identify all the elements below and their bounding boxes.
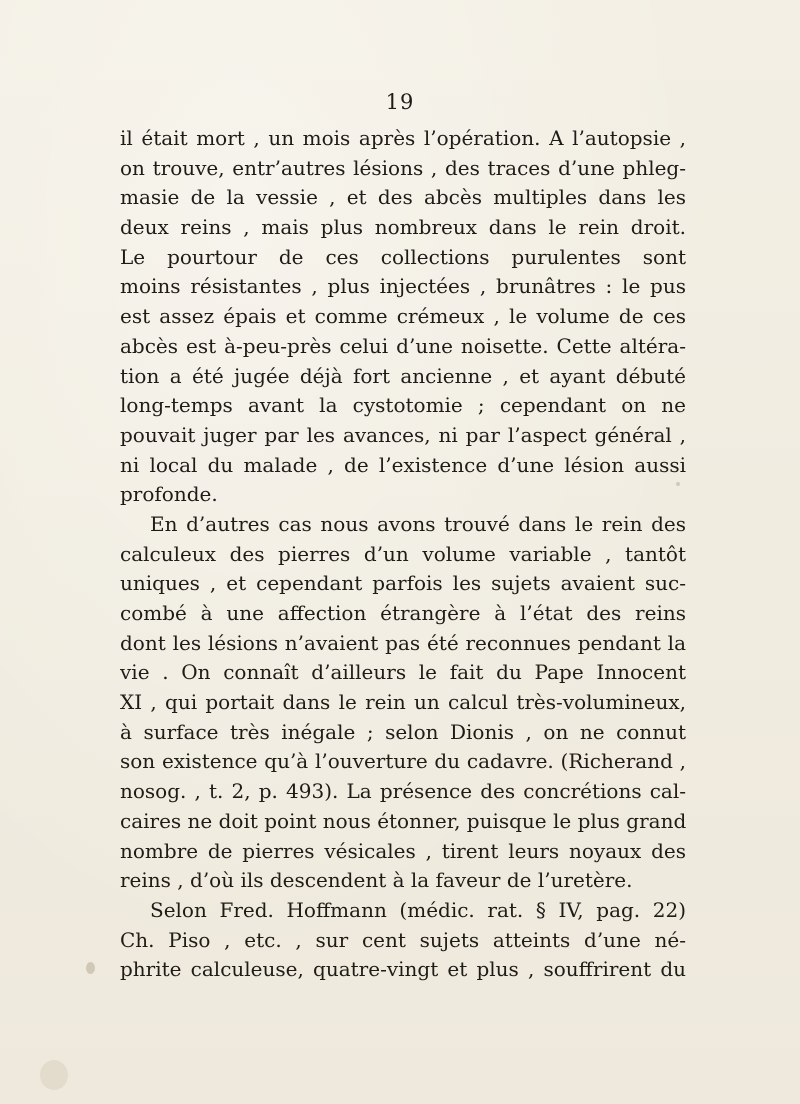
text-line: pouvait juger par les avances, ni par l’aspect général , bbox=[120, 422, 686, 447]
text-line: phrite calculeuse, quatre-vingt et plus , souffrirent du bbox=[120, 957, 686, 982]
text-line: calculeux des pierres d’un volume variable , tantôt bbox=[120, 541, 686, 566]
text-line: deux reins , mais plus nombreux dans le rein droit. bbox=[120, 215, 686, 240]
text-line: son existence qu’à l’ouverture du cadavre. (Richerand , bbox=[120, 749, 686, 774]
text-line: combé à une affection étrangère à l’état des reins bbox=[120, 601, 686, 625]
text-line: masie de la vessie , et des abcès multiples dans les bbox=[120, 185, 686, 210]
text-line: long-temps avant la cystotomie ; cependant on ne bbox=[120, 393, 686, 418]
paragraph-start-line: En d’autres cas nous avons trouvé dans le rein des bbox=[150, 511, 686, 536]
text-line: nosog. , t. 2, p. 493). La présence des concrétions cal- bbox=[120, 779, 686, 804]
paper-stain bbox=[86, 962, 95, 974]
text-line: Ch. Piso , etc. , sur cent sujets atteints d’une né- bbox=[120, 927, 686, 952]
page-number: 19 bbox=[385, 90, 415, 114]
paragraph-end-line: profonde. bbox=[120, 482, 218, 507]
text-line: caires ne doit point nous étonner, puisque le plus grand bbox=[120, 808, 686, 833]
text-line: dont les lésions n’avaient pas été reconnues pendant la bbox=[120, 630, 686, 655]
paper-stain bbox=[40, 1060, 68, 1090]
paragraph-end-line: reins , d’où ils descendent à la faveur de l’uretère. bbox=[120, 868, 633, 893]
text-line: on trouve, entr’autres lésions , des traces d’une phleg- bbox=[120, 155, 686, 180]
text-line: vie . On connaît d’ailleurs le fait du Pape Innocent bbox=[120, 660, 686, 685]
text-line: uniques , et cependant parfois les sujets avaient suc- bbox=[120, 571, 686, 596]
paper-stain bbox=[676, 482, 680, 486]
paragraph-start-line: Selon Fred. Hoffmann (médic. rat. § IV, pag. 22) bbox=[150, 897, 686, 922]
text-line: il était mort , un mois après l’opération. A l’autopsie , bbox=[120, 126, 686, 150]
text-line: nombre de pierres vésicales , tirent leurs noyaux des bbox=[120, 838, 686, 863]
text-line: XI , qui portait dans le rein un calcul très-volumineux, bbox=[120, 690, 686, 715]
text-line: à surface très inégale ; selon Dionis , on ne connut bbox=[120, 719, 686, 744]
text-line: abcès est à-peu-près celui d’une noisette. Cette altéra- bbox=[120, 333, 686, 358]
text-line: Le pourtour de ces collections purulentes sont bbox=[120, 244, 686, 269]
body-text bbox=[120, 124, 686, 985]
text-line: moins résistantes , plus injectées , brunâtres : le pus bbox=[120, 274, 686, 299]
text-line: ni local du malade , de l’existence d’une lésion aussi bbox=[120, 452, 686, 477]
text-line: est assez épais et comme crémeux , le volume de ces bbox=[120, 304, 686, 329]
text-line: tion a été jugée déjà fort ancienne , et ayant débuté bbox=[120, 363, 686, 388]
